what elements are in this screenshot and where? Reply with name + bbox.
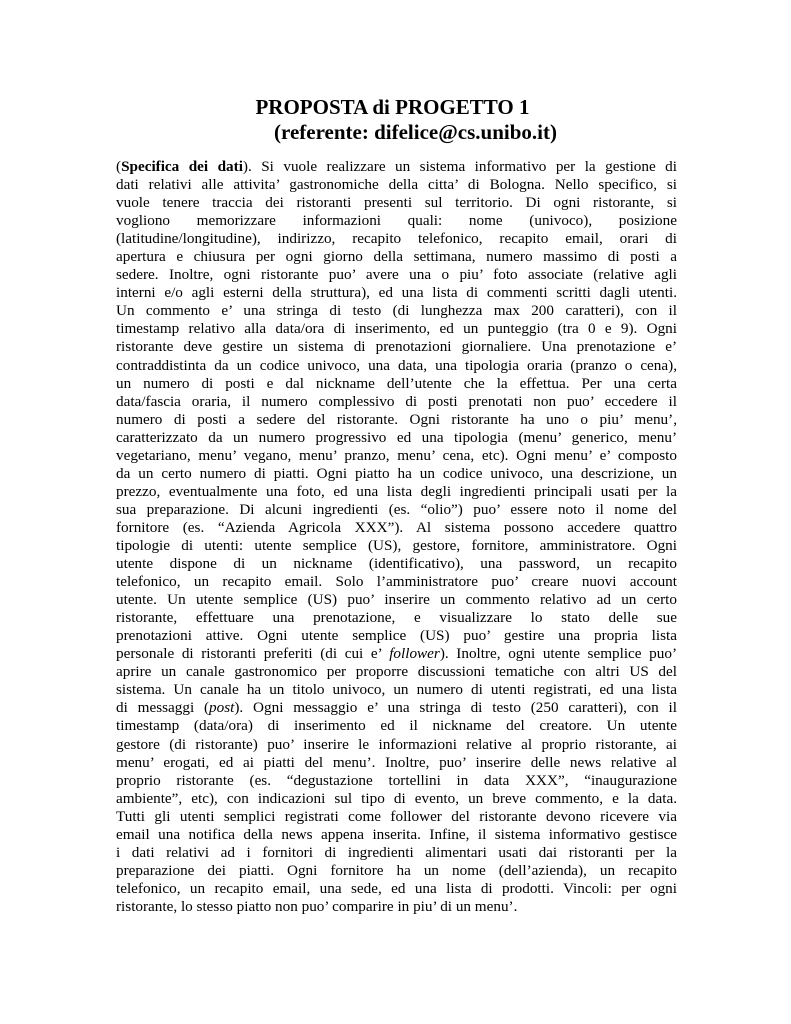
paragraph-line: vuole tenere traccia dei ristoranti presenti sul territorio. Di ogni ristorante, si (116, 194, 677, 212)
section-label: Specifica dei dati (121, 158, 243, 175)
paragraph-line: (latitudine/longitudine), indirizzo, recapito telefonico, recapito email, orari di (116, 230, 677, 248)
paragraph-line: dati relativi alle attivita’ gastronomiche della citta’ di Bologna. Nello specifico, si (116, 176, 677, 194)
emphasis-post: post (209, 699, 235, 717)
paragraph-line: personale di ristoranti preferiti (di cui e’ follower). Inoltre, ogni utente semplice puo’ (116, 645, 677, 663)
paragraph-line: i dati relativi ad i fornitori di ingredienti alimentari usati dai ristoranti per la (116, 843, 677, 861)
paragraph-line: ambiente”, etc), con indicazioni sul tipo di evento, un breve commento, e la data. (116, 789, 677, 807)
paragraph-line: apertura e chiusura per ogni giorno della settimana, numero massimo di posti a (116, 248, 677, 266)
paragraph-line: vogliono memorizzare informazioni quali: nome (univoco), posizione (116, 212, 677, 230)
paragraph-line: sistema. Un canale ha un titolo univoco, un numero di utenti registrati, ed una lista (116, 681, 677, 699)
paragraph-line: (Specifica dei dati). Si vuole realizzare un sistema informativo per la gestione di (116, 158, 677, 175)
page-subtitle-referente: (referente: difelice@cs.unibo.it) (274, 120, 557, 144)
paragraph-line: proprio ristorante (es. “degustazione tortellini in data XXX”, “inaugurazione (116, 771, 677, 789)
paragraph-line: caratterizzato da un numero progressivo ed una tipologia (menu’ generico, menu’ (116, 428, 677, 446)
paragraph-line: ristorante, effettuare una prenotazione, e visualizzare lo stato delle sue (116, 609, 677, 627)
emphasis-follower: follower (389, 645, 440, 663)
paragraph-line: sua preparazione. Di alcuni ingredienti (es. “olio”) puo’ essere noto il nome del (116, 500, 677, 518)
paragraph-line: prenotazioni attive. Ogni utente semplice (US) puo’ gestire una propria lista (116, 627, 677, 645)
paragraph-line: email una notifica della news appena inserita. Infine, il sistema informativo gestisce (116, 825, 677, 843)
paragraph-line: gestore (di ristorante) puo’ inserire le informazioni relative al proprio ristorante, ai (116, 735, 677, 753)
paragraph-line: preparazione dei piatti. Ogni fornitore ha un nome (dell’azienda), un recapito (116, 861, 677, 879)
paragraph-line: utente. Un utente semplice (US) puo’ inserire un commento relativo ad un certo (116, 591, 677, 609)
paragraph-line: prezzo, eventualmente una foto, ed una lista degli ingredienti principali usati per la (116, 482, 677, 500)
paragraph-line: sedere. Inoltre, ogni ristorante puo’ avere una o piu’ foto associate (relative agli (116, 266, 677, 284)
paragraph-line: di messaggi (post). Ogni messaggio e’ una stringa di testo (250 caratteri), con il (116, 699, 677, 717)
paragraph-line: ristorante, lo stesso piatto non puo’ comparire in piu’ di un menu’. (116, 897, 518, 915)
paragraph-line: da un certo numero di piatti. Ogni piatto ha un codice univoco, una descrizione, un (116, 464, 677, 482)
paragraph-line: ristorante deve gestire un sistema di prenotazioni giornaliere. Una prenotazione e’ (116, 338, 677, 356)
paragraph-line: tipologie di utenti: utente semplice (US), gestore, fornitore, amministratore. Ogni (116, 536, 677, 554)
paragraph-line: contraddistinta da un codice univoco, una data, una tipologia oraria (pranzo o cena), (116, 356, 677, 374)
page-title: PROPOSTA di PROGETTO 1 (255, 95, 530, 119)
specification-paragraph (116, 158, 677, 916)
paragraph-line: menu’ erogati, ed ai piatti del menu’. Inoltre, puo’ inserire delle news relative al (116, 753, 677, 771)
paragraph-line: Un commento e’ una stringa di testo (di lunghezza max 200 caratteri), con il (116, 302, 677, 320)
paragraph-line: numero di posti a sedere del ristorante. Ogni ristorante ha uno o piu’ menu’, (116, 410, 677, 428)
paragraph-line: interni e/o agli esterni della struttura), ed una lista di commenti scritti dagli utenti. (116, 284, 677, 302)
paragraph-line: timestamp (data/ora) di inserimento ed il nickname del creatore. Un utente (116, 717, 677, 735)
paragraph-line: fornitore (es. “Azienda Agricola XXX”). Al sistema possono accedere quattro (116, 518, 677, 536)
paragraph-line: Tutti gli utenti semplici registrati come follower del ristorante devono ricevere via (116, 807, 677, 825)
paragraph-line: vegetariano, menu’ vegano, menu’ pranzo, menu’ cena, etc). Ogni menu’ e’ composto (116, 446, 677, 464)
paragraph-line: data/fascia oraria, il numero complessivo di posti prenotati non puo’ eccedere il (116, 392, 677, 410)
paragraph-line: aprire un canale gastronomico per proporre discussioni tematiche con altri US del (116, 663, 677, 681)
paragraph-line: telefonico, un recapito email. Solo l’amministratore puo’ creare nuovi account (116, 573, 677, 591)
paragraph-line: un numero di posti e dal nickname dell’utente che la effettua. Per una certa (116, 374, 677, 392)
paragraph-line: timestamp relativo alla data/ora di inserimento, ed un punteggio (tra 0 e 9). Ogni (116, 320, 677, 338)
paragraph-line: utente dispone di un nickname (identificativo), una password, un recapito (116, 555, 677, 573)
paragraph-line: telefonico, un recapito email, una sede, ed una lista di prodotti. Vincoli: per ogni (116, 879, 677, 897)
